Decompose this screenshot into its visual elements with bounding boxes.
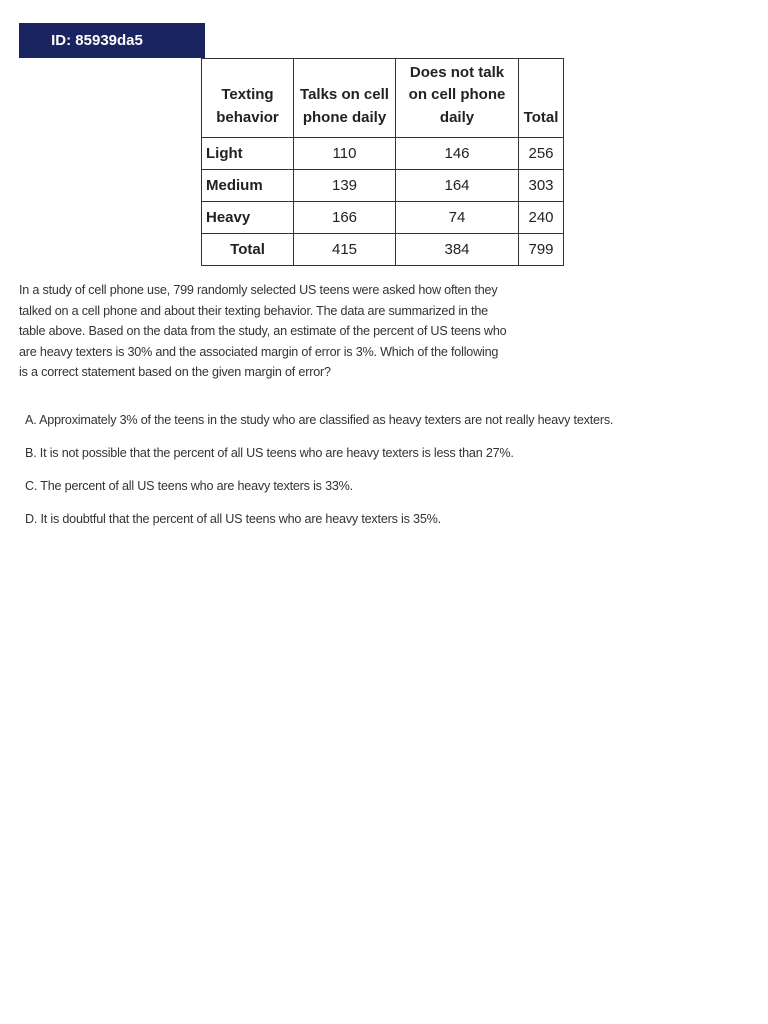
cell: 146	[396, 138, 519, 170]
row-label: Total	[202, 234, 294, 266]
table-total-row	[202, 234, 564, 266]
option-a[interactable]: A. Approximately 3% of the teens in the study who are classified as heavy texters are not really heavy texters.	[25, 413, 614, 427]
cell: 110	[294, 138, 396, 170]
cell: 240	[519, 202, 564, 234]
cell: 415	[294, 234, 396, 266]
question-id-badge: ID: 85939da5	[19, 23, 205, 58]
table-row	[202, 170, 564, 202]
cell: 256	[519, 138, 564, 170]
row-label: Medium	[202, 170, 294, 202]
table-header-row	[202, 59, 564, 138]
header-total: Total	[519, 59, 564, 138]
cell: 384	[396, 234, 519, 266]
header-does-not-talk: Does not talk on cell phone daily	[396, 59, 519, 138]
header-talks-daily: Talks on cell phone daily	[294, 59, 396, 138]
row-label: Light	[202, 138, 294, 170]
cell: 74	[396, 202, 519, 234]
table-row	[202, 202, 564, 234]
data-table	[201, 58, 564, 266]
option-d[interactable]: D. It is doubtful that the percent of all US teens who are heavy texters is 35%.	[25, 512, 441, 526]
cell: 166	[294, 202, 396, 234]
option-c[interactable]: C. The percent of all US teens who are heavy texters is 33%.	[25, 479, 353, 493]
cell: 303	[519, 170, 564, 202]
cell: 139	[294, 170, 396, 202]
header-texting-behavior: Texting behavior	[202, 59, 294, 138]
table-row	[202, 138, 564, 170]
question-text: In a study of cell phone use, 799 randomly selected US teens were asked how often they talked on a cell phone and about their texting behavior. The data are summarized in the table above. Based on the data from the study, an estimate of the percent of US teens who are heavy texters is 30% and the associated margin of error is 3%. Which of the following is a correct statement based on the given margin of error?	[19, 283, 507, 379]
option-b[interactable]: B. It is not possible that the percent of all US teens who are heavy texters is less than 27%.	[25, 446, 514, 460]
cell: 164	[396, 170, 519, 202]
cell: 799	[519, 234, 564, 266]
row-label: Heavy	[202, 202, 294, 234]
